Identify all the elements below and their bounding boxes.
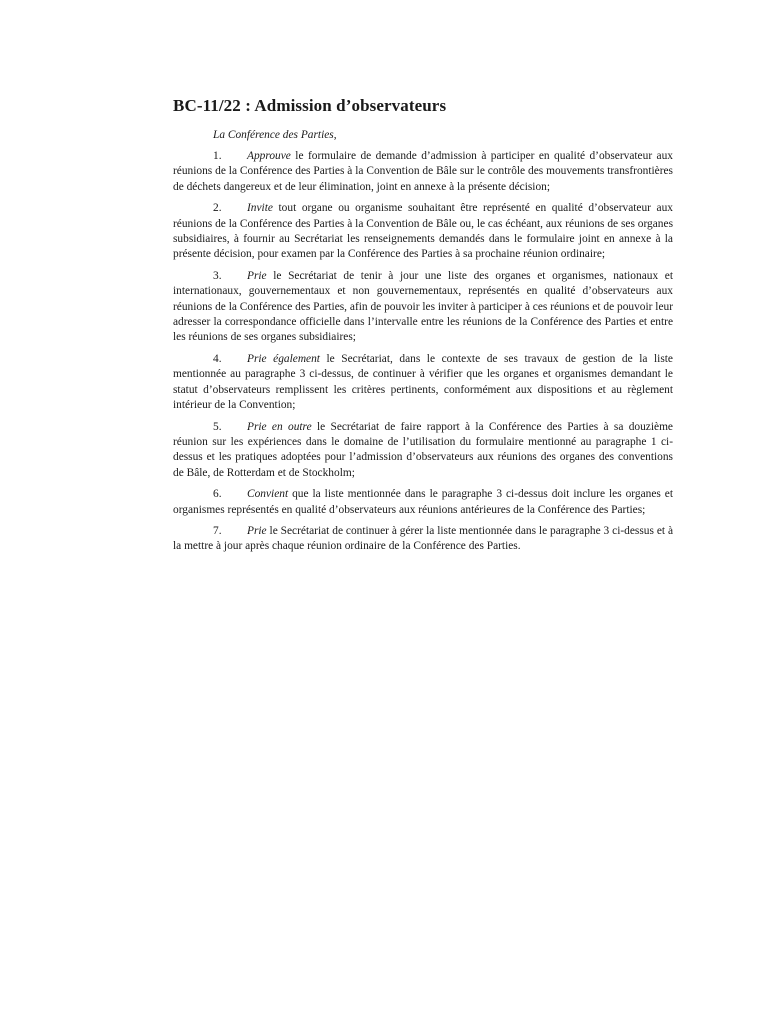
paragraph-number: 6. [213,488,222,501]
paragraph-4 [173,352,673,414]
paragraph-text: le Secrétariat, dans le contexte de ses travaux de gestion de la liste mentionnée au paragraphe 3 ci-dessus, de continuer à vérifier que les organes et organismes demandant le statut d’observateurs remplissent les critères pertinents, conformément aux dispositions et au règlement intérieur de la Convention; [173,352,673,412]
paragraph-verb: Invite [247,202,273,215]
paragraph-verb: Prie [247,269,267,282]
paragraph-number: 1. [213,150,222,162]
paragraph-verb: Convient [247,488,289,501]
paragraph-verb: Approuve [247,150,291,162]
paragraph-7 [173,524,673,555]
preamble [173,128,673,143]
paragraph-verb: Prie [247,524,267,537]
paragraph-text: le formulaire de demande d’admission à participer en qualité d’observateur aux réunions de la Conférence des Parties à la Convention de Bâle sur le contrôle des mouvements transfrontières de déchets dangereux et de leur élimination, joint en annexe à la présente décision; [173,150,673,193]
preamble-punct: , [333,129,337,141]
paragraph-verb: Prie également [247,352,320,365]
paragraph-1 [173,149,673,195]
paragraph-text: le Secrétariat de faire rapport à la Conférence des Parties à sa douzième réunion sur les expériences dans le domaine de l’utilisation du formulaire mentionné au paragraphe 1 ci-dessus et les pratiques adoptées pour l’admission d’observateurs aux réunions des organes des conventions de Bâle, de Rotterdam et de Stockholm; [173,420,673,479]
paragraph-number: 3. [213,269,222,282]
paragraph-verb: Prie en outre [247,420,312,433]
document-body [173,95,673,561]
paragraph-2 [173,201,673,263]
paragraph-number: 7. [213,524,222,537]
preamble-text: La Conférence des Parties [213,129,334,141]
paragraph-5 [173,420,673,482]
paragraph-number: 2. [213,202,222,215]
paragraph-3 [173,269,673,346]
paragraph-number: 5. [213,420,222,433]
paragraph-text: le Secrétariat de continuer à gérer la liste mentionnée dans le paragraphe 3 ci-dessus et à la mettre à jour après chaque réunion ordinaire de la Conférence des Parties. [173,524,673,553]
paragraph-text: que la liste mentionnée dans le paragraphe 3 ci-dessus doit inclure les organes et organismes représentés en qualité d’observateurs aux réunions antérieures de la Conférence des Parties; [173,488,673,516]
paragraph-text: tout organe ou organisme souhaitant être représenté en qualité d’observateur aux réunions de la Conférence des Parties à la Convention de Bâle ou, le cas échéant, aux réunions de ses organes subsidiaires, à fournir au Secrétariat les renseignements demandés dans le formulaire joint en annexe à la présente décision, pour examen par la Conférence des Parties à sa prochaine réunion ordinaire; [173,202,673,261]
paragraph-text: le Secrétariat de tenir à jour une liste des organes et organismes, nationaux et internationaux, gouvernementaux et non gouvernementaux, représentés en qualité d’observateurs aux réunions de la Conférence des Parties, afin de pouvoir les inviter à participer à ces réunions et de pouvoir leur adresser la correspondance officielle dans l’intervalle entre les réunions de la Conférence des Parties et entre les réunions de ses organes subsidiaires; [173,269,673,344]
paragraph-number: 4. [213,352,222,365]
paragraph-6 [173,487,673,518]
decision-title: BC-11/22 : Admission d’observateurs [173,96,447,115]
